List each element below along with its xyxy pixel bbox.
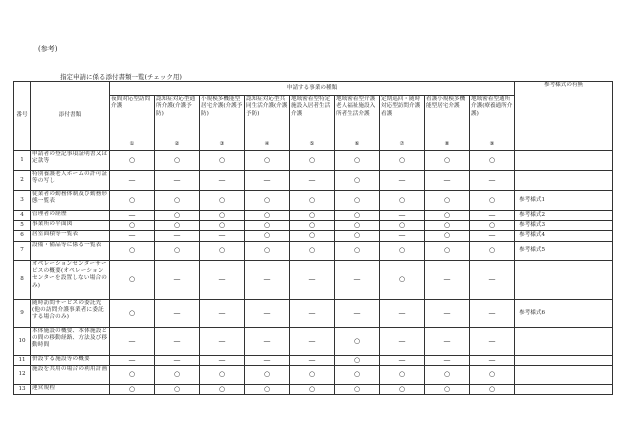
check-mark: ○ [155, 191, 200, 211]
service-number: ④ [264, 140, 270, 147]
check-mark: ○ [290, 231, 335, 241]
check-mark: — [290, 327, 335, 355]
reference-form: 参考様式4 [515, 231, 613, 241]
check-mark: — [110, 211, 155, 221]
table-row [14, 151, 613, 171]
service-number: ⑦ [399, 140, 405, 147]
check-mark: ○ [470, 151, 515, 171]
check-mark: — [200, 171, 245, 191]
service-number: ⑨ [489, 140, 495, 147]
check-mark: ○ [245, 365, 290, 384]
check-mark: ○ [200, 221, 245, 231]
check-mark: — [380, 299, 425, 327]
check-mark: — [290, 299, 335, 327]
check-mark: ○ [470, 221, 515, 231]
check-mark: — [110, 171, 155, 191]
check-mark: — [380, 231, 425, 241]
check-mark: — [245, 171, 290, 191]
check-mark: ○ [245, 384, 290, 394]
check-mark: — [110, 231, 155, 241]
attachment-name: 本体施設の概要、本体施設との間の移動経路、方法及び移動時間 [31, 327, 110, 355]
check-mark: — [155, 260, 200, 299]
check-mark: ○ [110, 260, 155, 299]
header-service-group: 申請する事業の種類 [110, 82, 515, 96]
table-row [14, 211, 613, 221]
check-mark: — [200, 327, 245, 355]
check-mark: — [380, 211, 425, 221]
check-mark: — [290, 171, 335, 191]
service-header-5 [290, 96, 335, 151]
service-number: ⑥ [354, 140, 360, 147]
check-mark: ○ [290, 151, 335, 171]
check-mark: — [290, 355, 335, 365]
checklist-body [14, 151, 613, 395]
service-number: ① [129, 140, 135, 147]
attachment-name: 居室面積等一覧表 [31, 231, 110, 241]
reference-form: 参考様式1 [515, 191, 613, 211]
check-mark: ○ [155, 151, 200, 171]
check-mark: ○ [335, 211, 380, 221]
check-mark: ○ [200, 211, 245, 221]
check-mark: ○ [290, 191, 335, 211]
row-number: 8 [14, 260, 31, 299]
check-mark: — [200, 260, 245, 299]
check-mark: — [380, 171, 425, 191]
table-row [14, 355, 613, 365]
service-number: ③ [219, 140, 225, 147]
check-mark: — [245, 355, 290, 365]
check-mark: ○ [245, 221, 290, 231]
check-mark: — [470, 171, 515, 191]
table-row [14, 241, 613, 260]
check-mark: ○ [200, 241, 245, 260]
check-mark: — [155, 299, 200, 327]
table-row [14, 365, 613, 384]
check-mark: ○ [110, 241, 155, 260]
check-mark: ○ [425, 151, 470, 171]
check-mark: ○ [425, 384, 470, 394]
attachment-name: 特別養護老人ホームの許可証等の写し [31, 171, 110, 191]
check-mark: ○ [245, 211, 290, 221]
check-mark: ○ [425, 241, 470, 260]
check-mark: ○ [245, 151, 290, 171]
row-number: 9 [14, 299, 31, 327]
check-mark: ○ [110, 365, 155, 384]
attachment-name: 管理者の経歴 [31, 211, 110, 221]
check-mark: ○ [245, 241, 290, 260]
attachment-name: 設備・備品等に係る一覧表 [31, 241, 110, 260]
table-row [14, 231, 613, 241]
row-number: 5 [14, 221, 31, 231]
check-mark: — [425, 260, 470, 299]
attachment-name: 運営規程 [31, 384, 110, 394]
check-mark: — [110, 327, 155, 355]
check-mark: ○ [290, 365, 335, 384]
service-header-9 [470, 96, 515, 151]
check-mark: ○ [470, 241, 515, 260]
check-mark: ○ [290, 211, 335, 221]
check-mark: — [380, 355, 425, 365]
service-header-7 [380, 96, 425, 151]
check-mark: ○ [200, 384, 245, 394]
check-mark: ○ [335, 241, 380, 260]
check-mark: ○ [380, 365, 425, 384]
check-mark: ○ [335, 384, 380, 394]
check-mark: — [470, 327, 515, 355]
reference-form [515, 355, 613, 365]
check-mark: ○ [155, 241, 200, 260]
check-mark: — [470, 211, 515, 221]
check-mark: ○ [380, 221, 425, 231]
check-mark: ○ [245, 231, 290, 241]
check-mark: ○ [335, 355, 380, 365]
check-mark: — [245, 299, 290, 327]
check-mark: ○ [155, 211, 200, 221]
service-name: 小規模多機能型居宅介護(介護予防) [201, 96, 243, 117]
table-row [14, 221, 613, 231]
check-mark: ○ [425, 365, 470, 384]
service-header-6 [335, 96, 380, 151]
check-mark: — [335, 260, 380, 299]
row-number: 7 [14, 241, 31, 260]
check-mark: ○ [470, 365, 515, 384]
check-mark: ○ [380, 191, 425, 211]
row-number: 10 [14, 327, 31, 355]
row-number: 11 [14, 355, 31, 365]
service-name: 夜間対応型訪問介護 [111, 96, 151, 110]
check-mark: ○ [155, 384, 200, 394]
table-row [14, 299, 613, 327]
check-mark: — [200, 355, 245, 365]
service-name: 認知症対応型共同生活介護(介護予防) [246, 96, 288, 117]
check-mark: — [245, 327, 290, 355]
check-mark: ○ [425, 221, 470, 231]
check-mark: — [470, 260, 515, 299]
service-name: 地域密着型通所介護(療養通所介護) [471, 96, 513, 117]
check-mark: ○ [380, 260, 425, 299]
check-mark: — [425, 171, 470, 191]
check-mark: ○ [335, 171, 380, 191]
reference-form [515, 365, 613, 384]
reference-form: 参考様式5 [515, 241, 613, 260]
service-header-4 [245, 96, 290, 151]
check-mark: — [470, 299, 515, 327]
table-row [14, 191, 613, 211]
check-mark: ○ [470, 384, 515, 394]
reference-label: (参考) [38, 45, 58, 53]
check-mark: ○ [425, 231, 470, 241]
service-number: ② [174, 140, 180, 147]
reference-form [515, 260, 613, 299]
check-mark: — [425, 355, 470, 365]
check-mark: — [470, 355, 515, 365]
attachment-name: 事業所の平面図 [31, 221, 110, 231]
check-mark: — [425, 327, 470, 355]
table-row [14, 384, 613, 394]
check-mark: ○ [110, 384, 155, 394]
service-header-3 [200, 96, 245, 151]
row-number: 4 [14, 211, 31, 221]
reference-form [515, 384, 613, 394]
check-mark: ○ [290, 241, 335, 260]
table-row [14, 327, 613, 355]
check-mark: ○ [200, 191, 245, 211]
service-name: 認知症対応型通所介護(介護予防) [156, 96, 196, 117]
check-mark: ○ [380, 241, 425, 260]
check-mark: ○ [425, 191, 470, 211]
check-mark: ○ [110, 191, 155, 211]
attachment-name: 随時訪問サービスの委託先(他の訪問介護事業者に委託する場合のみ) [31, 299, 110, 327]
check-mark: ○ [200, 151, 245, 171]
attachment-name: オペレーションセンターサービスの概要(オペレーションセンターを設置しない場合のみ) [31, 260, 110, 299]
check-mark: ○ [110, 151, 155, 171]
check-mark: — [380, 327, 425, 355]
check-mark: — [200, 299, 245, 327]
check-mark: — [155, 231, 200, 241]
check-mark: ○ [290, 221, 335, 231]
reference-form [515, 151, 613, 171]
check-mark: ○ [335, 221, 380, 231]
check-mark: — [335, 299, 380, 327]
service-header-1 [110, 96, 155, 151]
reference-form [515, 171, 613, 191]
header-attachment: 添付書類 [31, 82, 110, 151]
check-mark: ○ [425, 211, 470, 221]
check-mark: ○ [380, 384, 425, 394]
attachment-name: 申請者の登記事項証明書又は定款等 [31, 151, 110, 171]
row-number: 12 [14, 365, 31, 384]
check-mark: ○ [245, 191, 290, 211]
check-mark: — [200, 231, 245, 241]
check-mark: — [155, 171, 200, 191]
reference-form [515, 327, 613, 355]
check-mark: ○ [335, 151, 380, 171]
attachment-name: 施設を共用の場合の利用計画 [31, 365, 110, 384]
check-mark: ○ [335, 191, 380, 211]
table-row [14, 171, 613, 191]
attachment-name: 併設する施設等の概要 [31, 355, 110, 365]
check-mark: ○ [380, 151, 425, 171]
check-mark: ○ [470, 191, 515, 211]
attachment-name: 従業者の勤務体制及び勤務形態一覧表 [31, 191, 110, 211]
check-mark: ○ [110, 299, 155, 327]
check-mark: ○ [335, 365, 380, 384]
check-mark: — [425, 299, 470, 327]
check-mark: ○ [155, 221, 200, 231]
row-number: 13 [14, 384, 31, 394]
check-mark: — [470, 231, 515, 241]
row-number: 2 [14, 171, 31, 191]
reference-form: 参考様式3 [515, 221, 613, 231]
check-mark: — [155, 355, 200, 365]
row-number: 1 [14, 151, 31, 171]
row-number: 3 [14, 191, 31, 211]
service-name: 看護小規模多機能型居宅介護 [426, 96, 466, 110]
header-number: 番号 [14, 82, 31, 151]
service-name: 地域密着型介護老人福祉施設入所者生活介護 [336, 96, 376, 117]
check-mark: ○ [155, 365, 200, 384]
service-number: ⑧ [444, 140, 450, 147]
check-mark: ○ [335, 231, 380, 241]
reference-form: 参考様式6 [515, 299, 613, 327]
check-mark: ○ [110, 221, 155, 231]
row-number: 6 [14, 231, 31, 241]
service-name: 定期巡回・随時対応型訪問介護看護 [381, 96, 421, 117]
attachment-checklist-table [13, 81, 613, 395]
check-mark: — [155, 327, 200, 355]
page-title: 指定申請に係る添付書類一覧(チェック用) [60, 73, 182, 81]
check-mark: ○ [335, 327, 380, 355]
check-mark: — [110, 355, 155, 365]
reference-form: 参考様式2 [515, 211, 613, 221]
check-mark: — [290, 260, 335, 299]
service-header-8 [425, 96, 470, 151]
service-number: ⑤ [309, 140, 315, 147]
check-mark: — [245, 260, 290, 299]
service-header-2 [155, 96, 200, 151]
check-mark: ○ [200, 365, 245, 384]
service-name: 地域密着型特定施設入居者生活介護 [291, 96, 331, 117]
header-reference: 参考様式の有無 [515, 82, 613, 151]
check-mark: ○ [290, 384, 335, 394]
table-row [14, 260, 613, 299]
